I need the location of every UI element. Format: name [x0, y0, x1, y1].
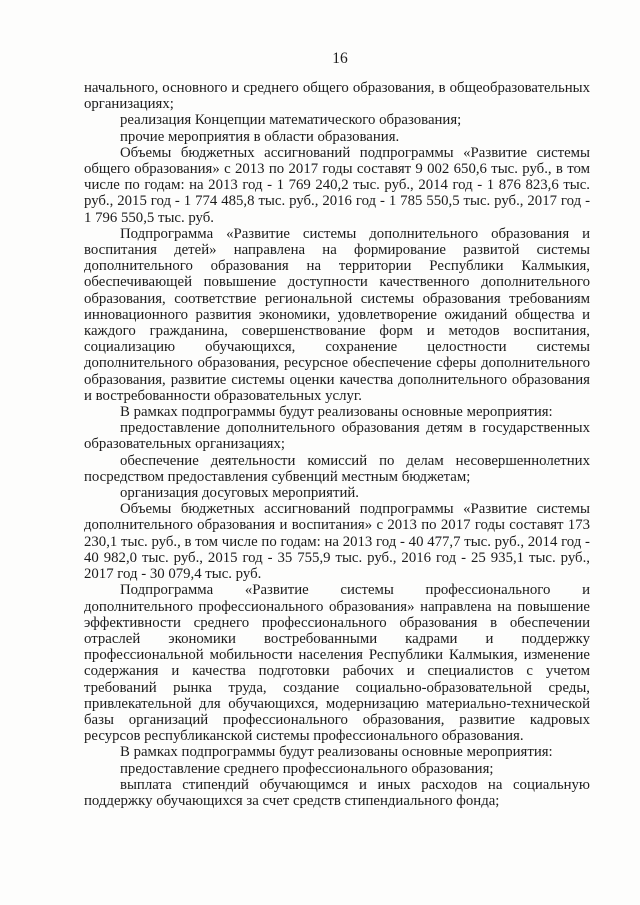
paragraph-6: В рамках подпрограммы будут реализованы основные мероприятия:	[120, 404, 553, 421]
paragraph-12: В рамках подпрограммы будут реализованы основные мероприятия:	[120, 744, 553, 761]
paragraph-13: предоставление среднего профессионального образования;	[120, 760, 494, 777]
paragraph-4: Объемы бюджетных ассигнований подпрограммы «Развитие системы общего образования» с 2013 по 2017 годы составят 9 002 650,6 тыс. руб., в том числе по годам: на 2013 год - 1 769 240,2 тыс. руб., 2014 год - 1 876 823,6 тыс. руб., 2015 год - 1 774 485,8 тыс. руб., 2016 год - 1 785 550,5 тыс. руб., 2017 год - 1 796 550,5 тыс. руб.	[84, 144, 590, 226]
paragraph-8: обеспечение деятельности комиссий по делам несовершеннолетних посредством предоставления субвенций местным бюджетам;	[84, 452, 590, 485]
page-number: 16	[332, 50, 348, 67]
paragraph-7: предоставление дополнительного образования детям в государственных образовательных организациях;	[84, 420, 590, 453]
paragraph-10: Объемы бюджетных ассигнований подпрограммы «Развитие системы дополнительного образования и воспитания» с 2013 по 2017 годы составят 173 230,1 тыс. руб., в том числе по годам: на 2013 год - 40 477,7 тыс. руб., 2014 год - 40 982,0 тыс. руб., 2015 год - 35 755,9 тыс. руб., 2016 год - 25 935,1 тыс. руб., 2017 год - 30 079,4 тыс. руб.	[84, 501, 590, 583]
paragraph-3: прочие мероприятия в области образования.	[120, 128, 400, 145]
paragraph-1: начального, основного и среднего общего образования, в общеобразовательных организациях;	[84, 80, 590, 113]
paragraph-5: Подпрограмма «Развитие системы дополнительного образования и воспитания детей» направлена на формирование развитой системы дополнительного образования на территории Республики Калмыкия, обеспечивающей повышение доступности качественного дополнительного образования, соответствие региональной системы образования требованиям инновационного развития экономики, удовлетворение ожиданий общества и каждого гражданина, совершенствование форм и методов воспитания, социализацию обучающихся, сохранение целостности системы дополнительного образования, ресурсное обеспечение сферы дополнительного образования, развитие системы оценки качества дополнительного образования и востребованности образовательных услуг.	[84, 225, 590, 404]
document-body	[84, 80, 590, 809]
paragraph-9: организация досуговых мероприятий.	[120, 485, 359, 502]
paragraph-14: выплата стипендий обучающимся и иных расходов на социальную поддержку обучающихся за счет средств стипендиального фонда;	[84, 776, 590, 809]
paragraph-11: Подпрограмма «Развитие системы профессионального и дополнительного профессионального образования» направлена на повышение эффективности среднего профессионального образования в обеспечении отраслей экономики востребованными кадрами и поддержку профессиональной мобильности населения Республики Калмыкия, изменение содержания и качества подготовки рабочих и специалистов с учетом требований рынка труда, создание социально-образовательной среды, привлекательной для обучающихся, модернизацию материально-технической базы организаций профессионального образования, развитие кадровых ресурсов республиканской системы профессионального образования.	[84, 582, 590, 745]
paragraph-2: реализация Концепции математического образования;	[120, 112, 462, 129]
